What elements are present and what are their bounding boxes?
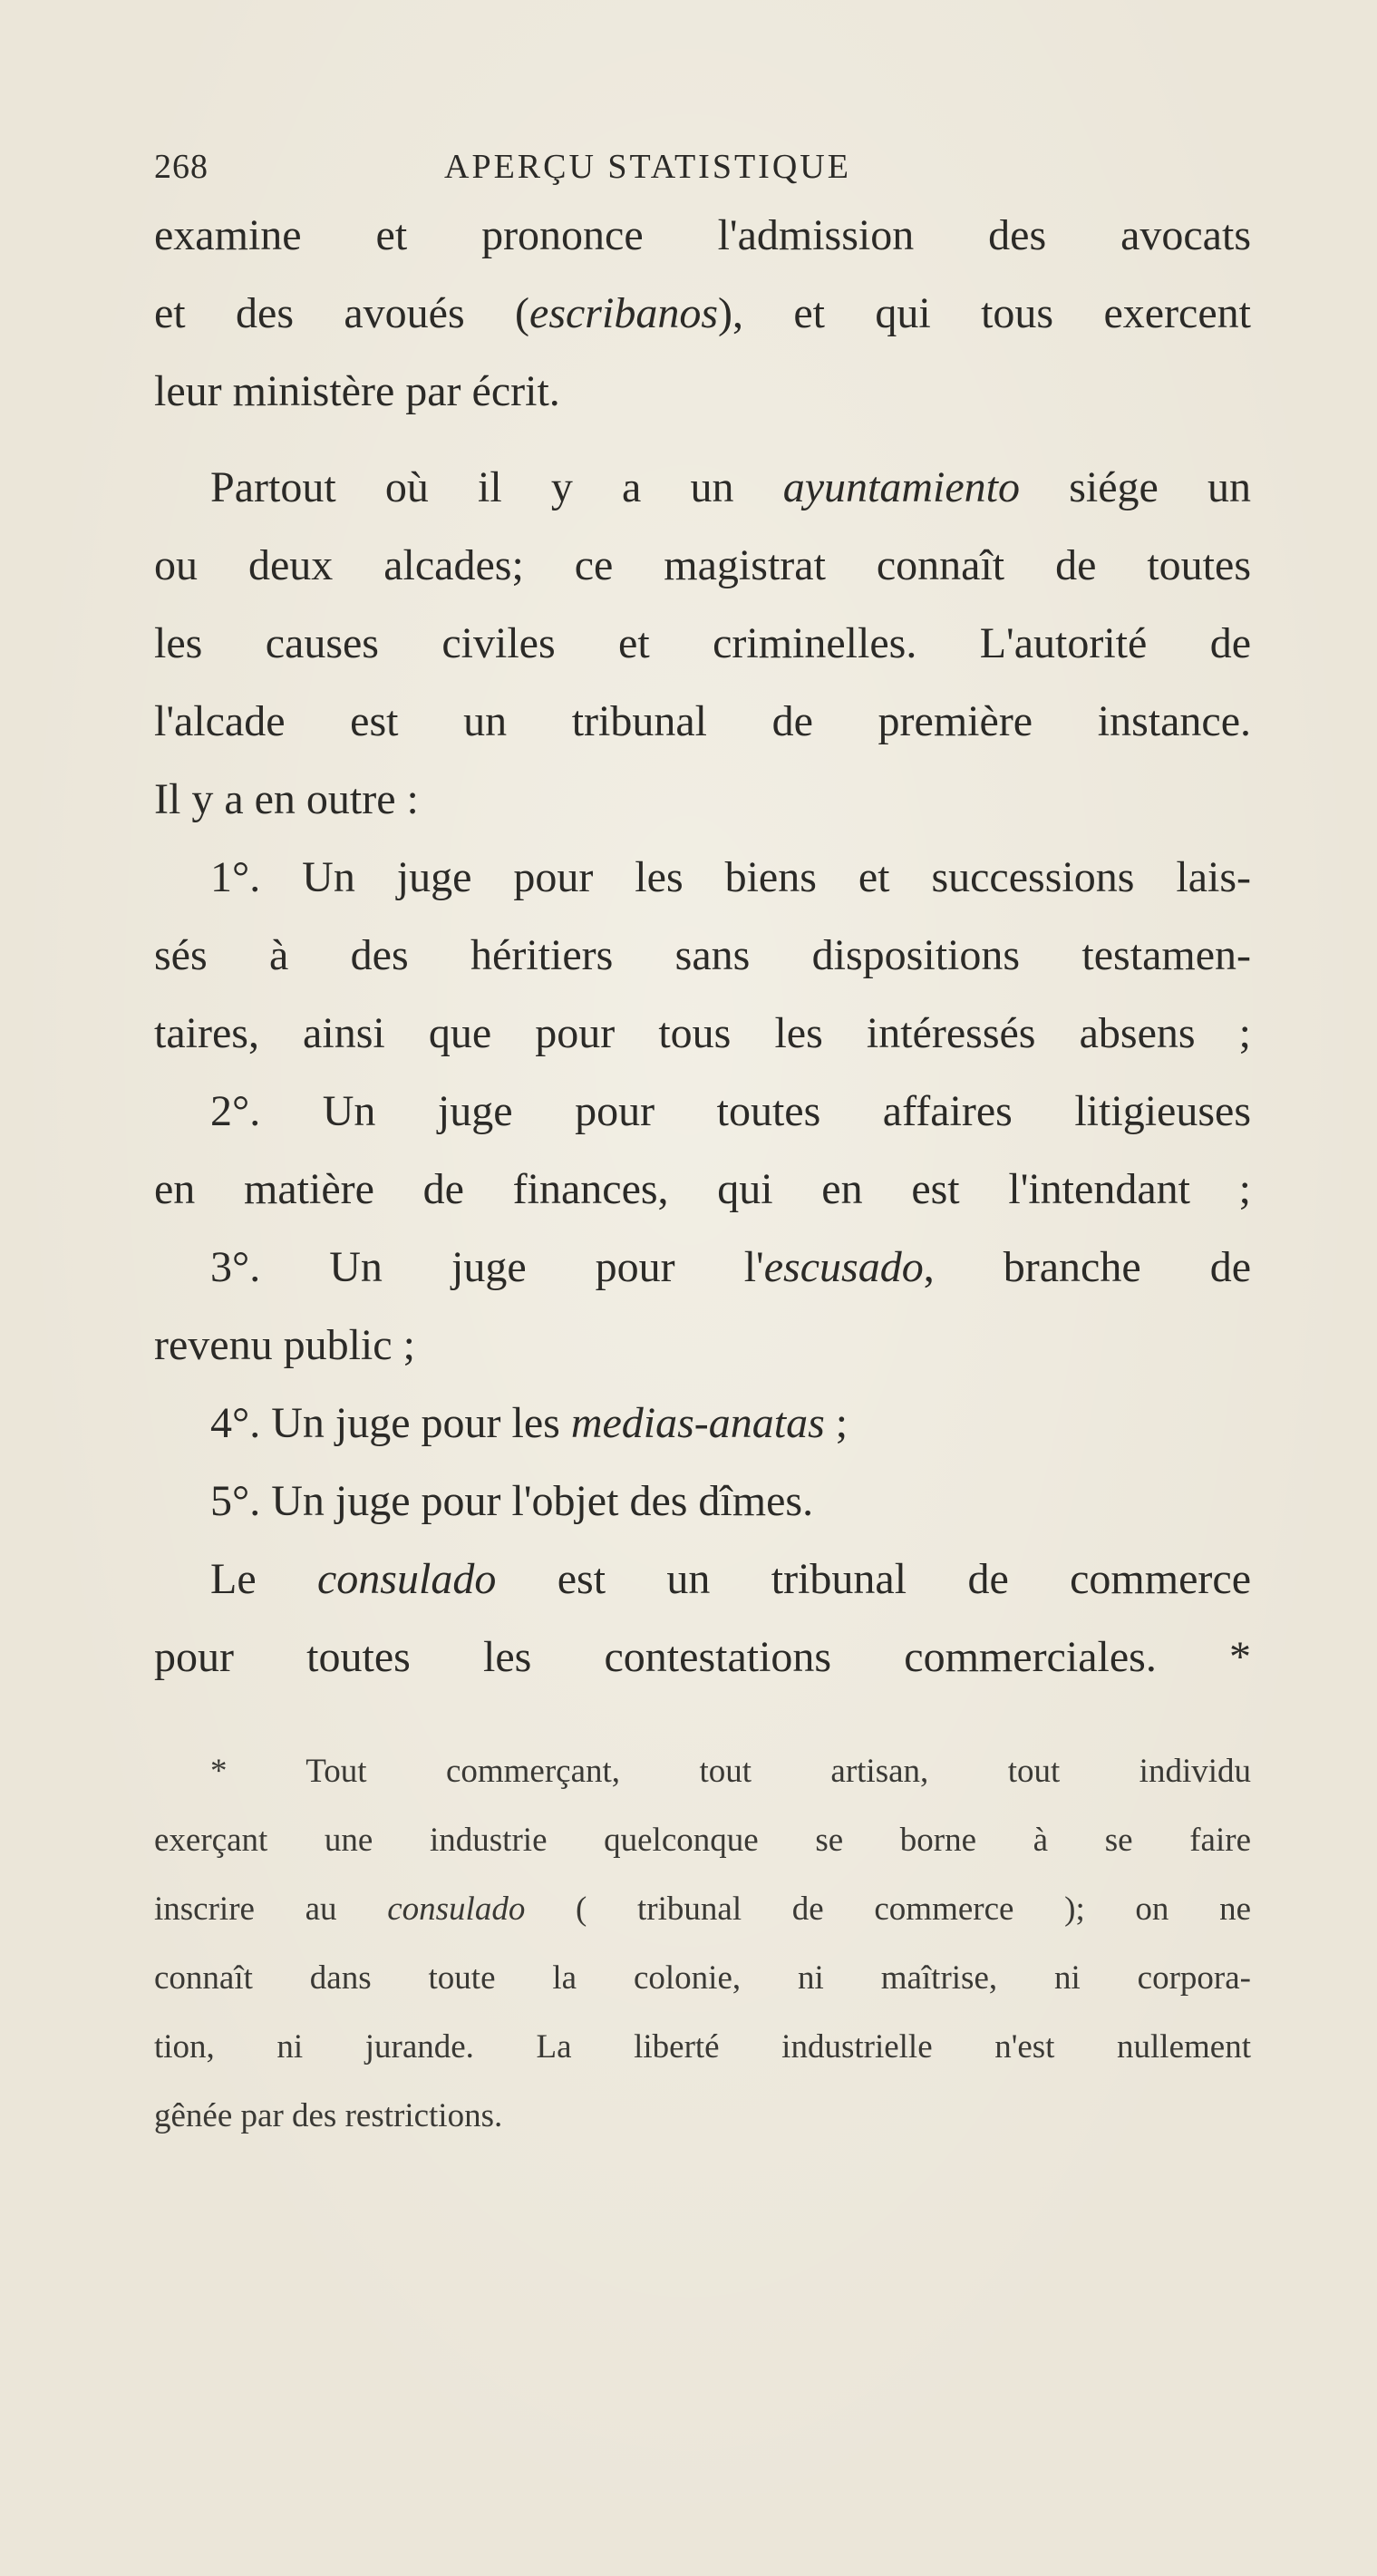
text-line: 1°. Un juge pour les biens et successions lais- <box>210 853 1251 901</box>
footnote-line: connaît dans toute la colonie, ni maîtrise, ni corpora- <box>154 1959 1251 1997</box>
text-line: examine et prononce l'admission des avocats <box>154 211 1251 259</box>
page-number: 268 <box>154 148 208 186</box>
text-line: l'alcade est un tribunal de première instance. <box>154 697 1251 745</box>
text-line: leur ministère par écrit. <box>154 367 560 415</box>
footnote-line: * Tout commerçant, tout artisan, tout individu <box>210 1753 1251 1790</box>
page-header <box>154 147 1251 192</box>
text-line: Il y a en outre : <box>154 775 419 823</box>
footnote-line: exerçant une industrie quelconque se borne à se faire <box>154 1822 1251 1859</box>
text-line: ou deux alcades; ce magistrat connaît de toutes <box>154 541 1251 589</box>
text-line: les causes civiles et criminelles. L'autorité de <box>154 619 1251 667</box>
footnote-line: inscrire au consulado ( tribunal de commerce ); on ne <box>154 1891 1252 1928</box>
running-title: APERÇU STATISTIQUE <box>444 148 851 186</box>
text-line: taires, ainsi que pour tous les intéressés absens ; <box>154 1009 1251 1057</box>
text-line: Le consulado est un tribunal de commerce <box>210 1555 1251 1603</box>
text-line: sés à des héritiers sans dispositions testamen- <box>154 931 1251 979</box>
text-line: en matière de finances, qui en est l'intendant ; <box>154 1165 1251 1213</box>
text-line: Partout où il y a un ayuntamiento siége un <box>210 463 1252 511</box>
text-line: 2°. Un juge pour toutes affaires litigieuses <box>210 1087 1251 1135</box>
text-line: 4°. Un juge pour les medias-anatas ; <box>210 1399 849 1447</box>
footnote-line: tion, ni jurande. La liberté industrielle n'est nullement <box>154 2028 1251 2066</box>
text-line: et des avoués (escribanos), et qui tous exercent <box>154 289 1251 337</box>
text-line: revenu public ; <box>154 1321 415 1369</box>
footnote-line: gênée par des restrictions. <box>154 2097 503 2134</box>
text-line: 5°. Un juge pour l'objet des dîmes. <box>210 1477 814 1525</box>
text-line: 3°. Un juge pour l'escusado, branche de <box>210 1243 1252 1291</box>
text-line: pour toutes les contestations commerciales. * <box>154 1633 1251 1681</box>
